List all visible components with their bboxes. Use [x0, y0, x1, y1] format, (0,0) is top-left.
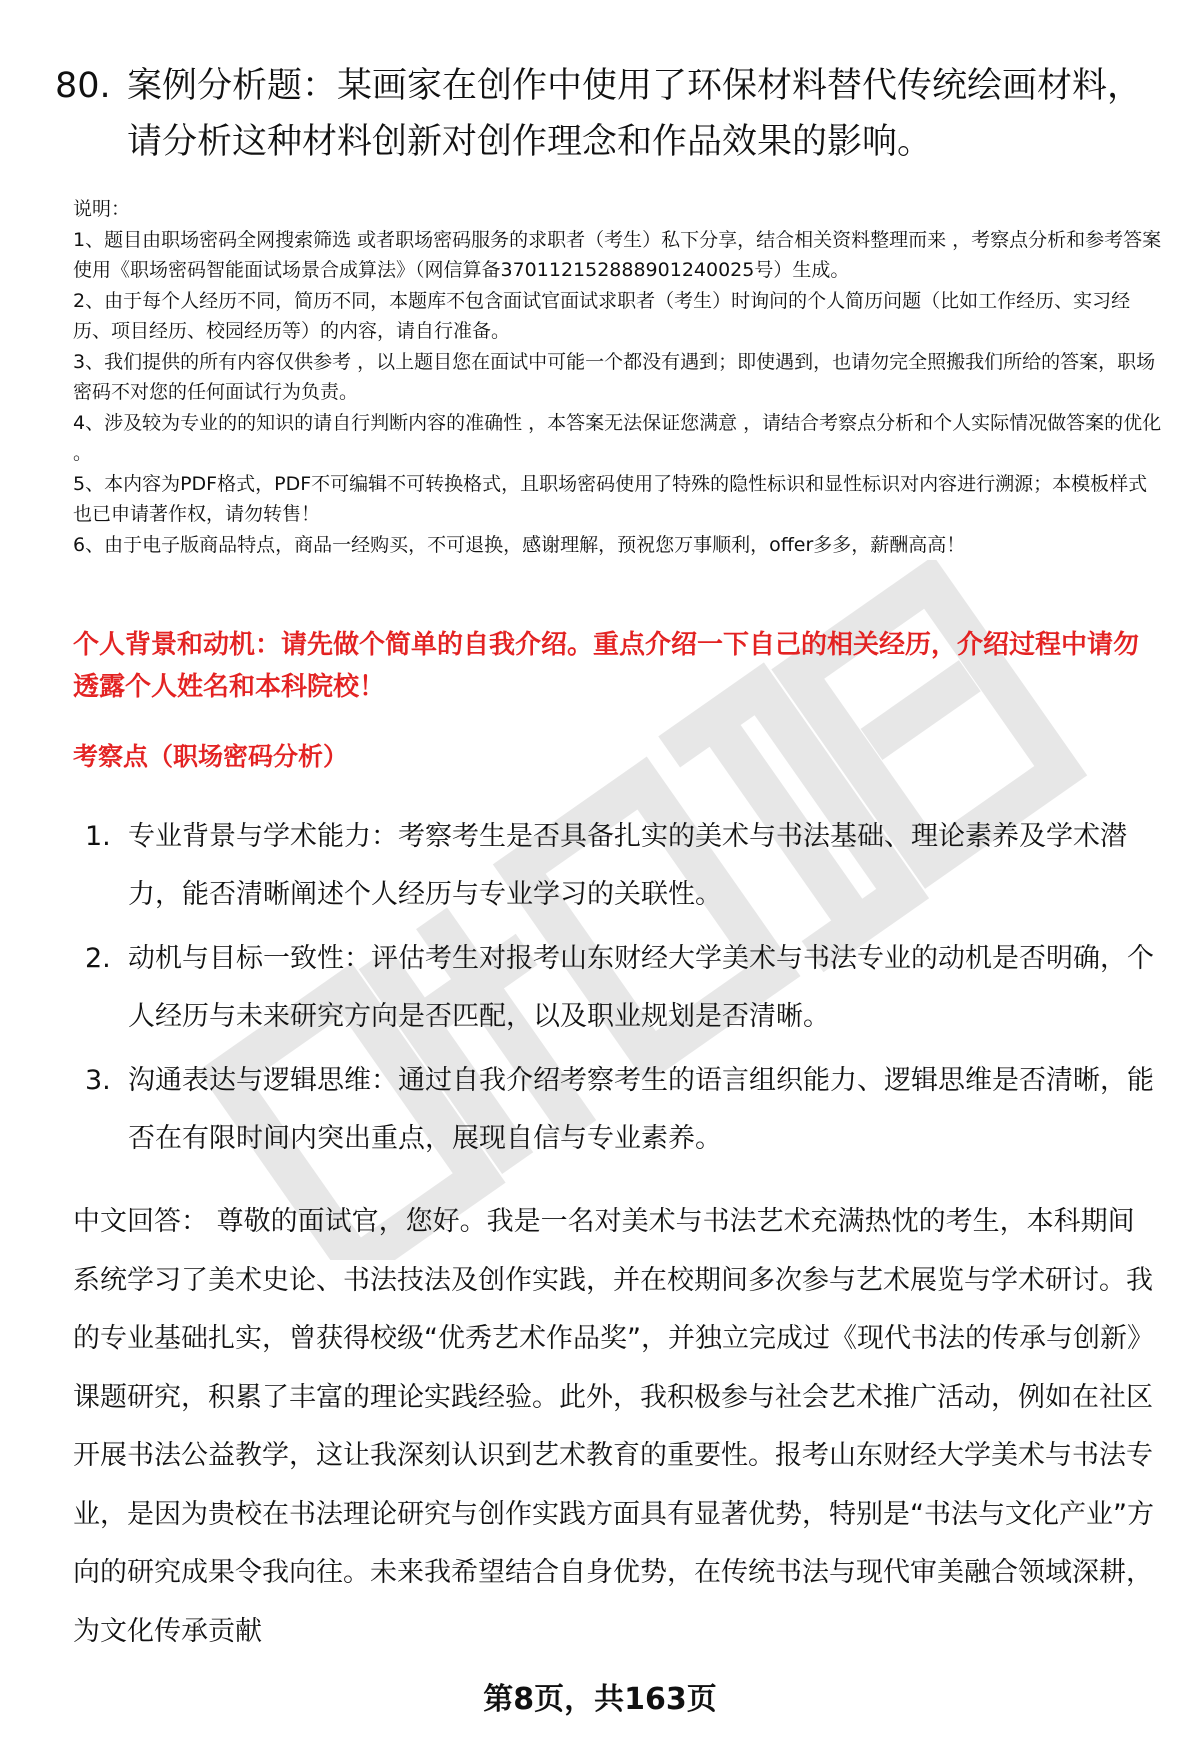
list-item-text: 专业背景与学术能力：考察考生是否具备扎实的美术与书法基础、理论素养及学术潜力，能否清晰阐述个人经历与专业学习的关联性。: [128, 821, 1127, 910]
list-item: [73, 930, 1158, 1046]
list-item: [73, 808, 1158, 924]
background-heading: 个人背景和动机：请先做个简单的自我介绍。重点介绍一下自己的相关经历，介绍过程中请勿透露个人姓名和本科院校！: [73, 630, 1140, 702]
list-item-number: 2.: [85, 943, 111, 974]
list-item-number: 3.: [85, 1065, 111, 1096]
page-footer: 第8页，共163页: [483, 1682, 717, 1717]
question-title: [55, 58, 1145, 170]
answer-paragraph: 中文回答： 尊敬的面试官，您好。我是一名对美术与书法艺术充满热忱的考生，本科期间系统学习了美术史论、书法技法及创作实践，并在校期间多次参与艺术展览与学术研讨。我的专业基础扎实，曾获得校级“优秀艺术作品奖”，并独立完成过《现代书法的传承与创新》课题研究，积累了丰富的理论实践经验。此外，我积极参与社会艺术推广活动，例如在社区开展书法公益教学，这让我深刻认识到艺术教育的重要性。报考山东财经大学美术与书法专业，是因为贵校在书法理论研究与创作实践方面具有显著优势，特别是“书法与文化产业”方向的研究成果令我向往。未来我希望结合自身优势，在传统书法与现代审美融合领域深耕，为文化传承贡献: [73, 1206, 1154, 1647]
notes-section: [73, 194, 1163, 560]
note-item: 5、本内容为PDF格式，PDF不可编辑不可转换格式，且职场密码使用了特殊的隐性标识和显性标识对内容进行溯源；本模板样式也已申请著作权，请勿转售！: [73, 472, 1148, 525]
analysis-heading: 考察点（职场密码分析）: [73, 742, 349, 771]
analysis-points-list: [73, 808, 1158, 1174]
note-item: 2、由于每个人经历不同，简历不同，本题库不包含面试官面试求职者（考生）时询问的个人简历问题（比如工作经历、实习经历、项目经历、校园经历等）的内容，请自行准备。: [73, 289, 1131, 342]
list-item-text: 沟通表达与逻辑思维：通过自我介绍考察考生的语言组织能力、逻辑思维是否清晰，能否在有限时间内突出重点，展现自信与专业素养。: [128, 1065, 1154, 1154]
question-number: 80.: [55, 66, 111, 106]
list-item-number: 1.: [85, 821, 111, 852]
note-item: 4、涉及较为专业的的知识的请自行判断内容的准确性 ，本答案无法保证您满意 ，请结合考察点分析和个人实际情况做答案的优化 。: [73, 411, 1162, 464]
note-item: 1、题目由职场密码全网搜索筛选 或者职场密码服务的求职者（考生）私下分享，结合相关资料整理而来 ，考察点分析和参考答案使用《职场密码智能面试场景合成算法》（网信算备370112152888901240025号）生成。: [73, 228, 1162, 281]
question-text: 案例分析题：某画家在创作中使用了环保材料替代传统绘画材料，请分析这种材料创新对创作理念和作品效果的影响。: [127, 66, 1143, 162]
note-item: 6、由于电子版商品特点，商品一经购买，不可退换，感谢理解，预祝您万事顺利，offer多多，薪酬高高！: [73, 533, 966, 556]
notes-heading: 说明：: [73, 198, 131, 220]
list-item: [73, 1052, 1158, 1168]
list-item-text: 动机与目标一致性：评估考生对报考山东财经大学美术与书法专业的动机是否明确，个人经历与未来研究方向是否匹配，以及职业规划是否清晰。: [128, 943, 1154, 1032]
note-item: 3、我们提供的所有内容仅供参考 ，以上题目您在面试中可能一个都没有遇到；即使遇到，也请勿完全照搬我们所给的答案，职场密码不对您的任何面试行为负责。: [73, 350, 1156, 403]
